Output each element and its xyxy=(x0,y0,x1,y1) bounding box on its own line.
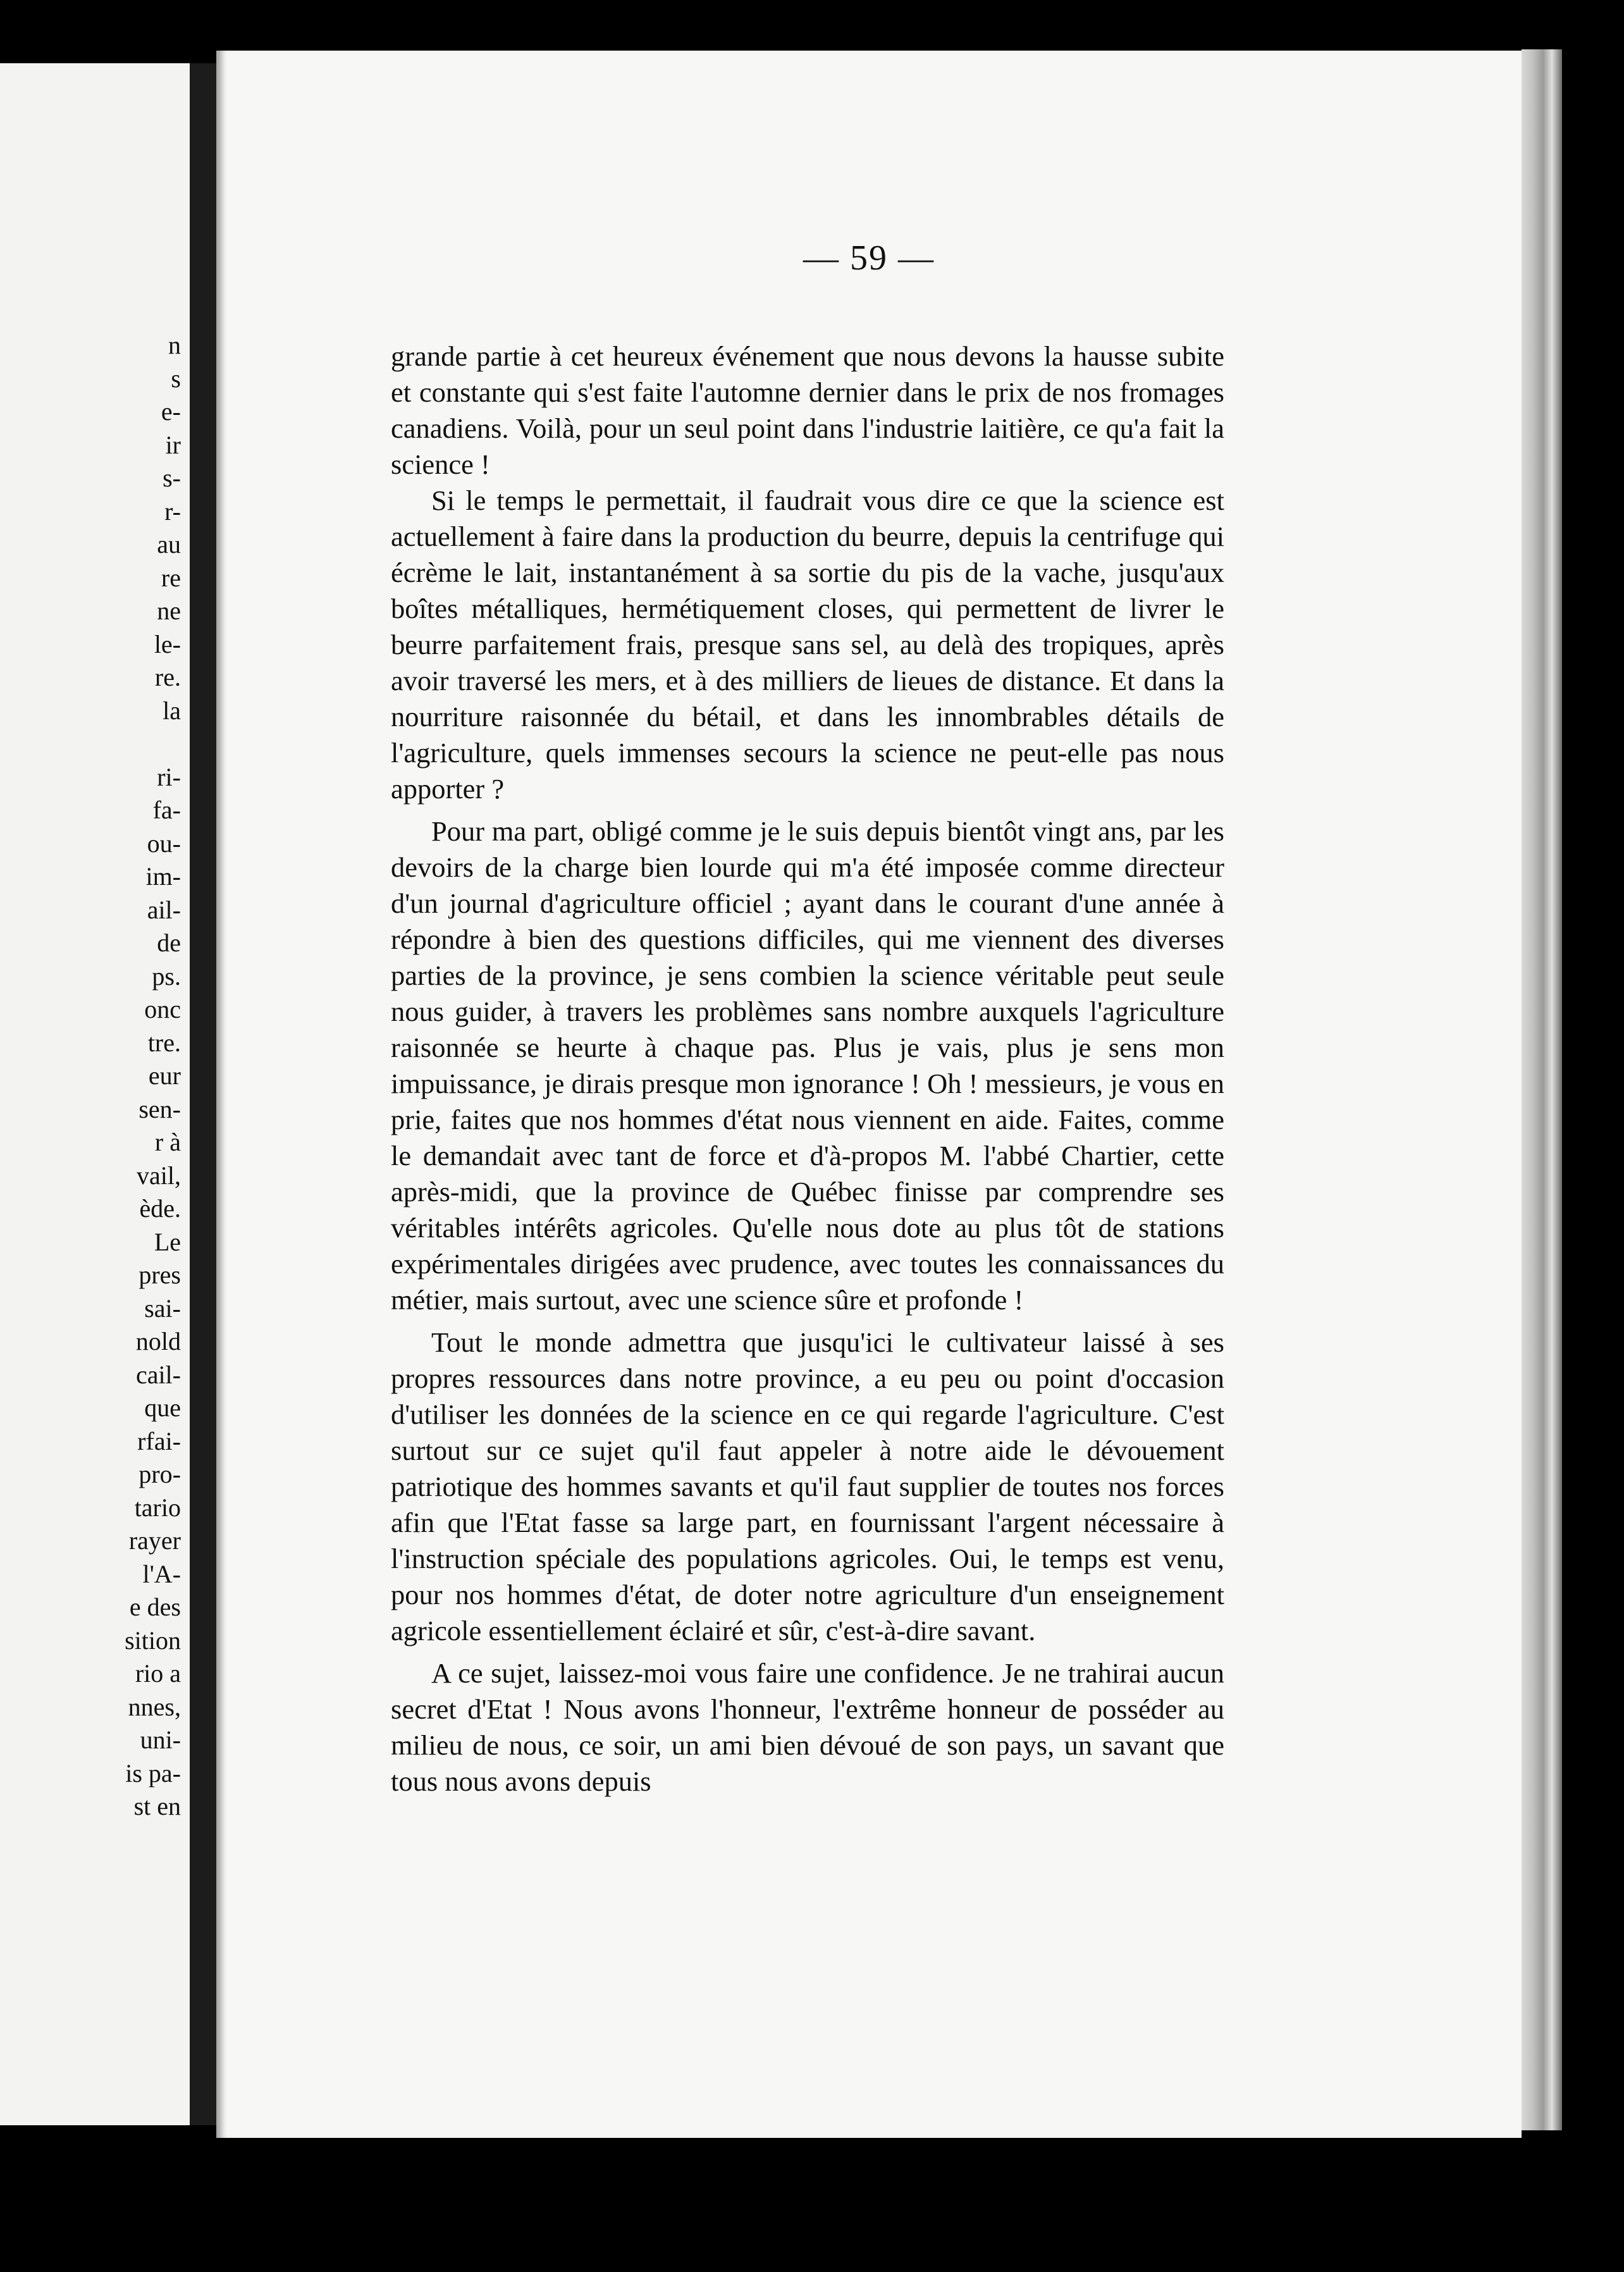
line-fragment: ir xyxy=(165,430,181,459)
paragraph-5: A ce sujet, laissez-moi vous faire une confidence. Je ne trahirai aucun secret d'Etat ! Nous avons l'honneur, l'extrême honneur de posséder au milieu de nous, ce soir, un ami bien dévoué de son pays, un savant que tous nous avons depuis xyxy=(391,1657,1224,1797)
page-stack-edge xyxy=(1522,49,1562,2130)
line-fragment: is pa- xyxy=(125,1758,181,1787)
page-number: — 59 — xyxy=(803,238,935,278)
line-fragment: ps. xyxy=(152,961,181,991)
line-fragment: eur xyxy=(148,1061,181,1090)
line-fragment: le- xyxy=(154,629,181,658)
line-fragment: cail- xyxy=(135,1360,181,1389)
line-fragment: sen- xyxy=(138,1094,181,1123)
line-fragment: sition xyxy=(125,1626,181,1655)
line-fragment: s xyxy=(171,364,181,393)
line-fragment: fa- xyxy=(152,796,181,824)
paragraph-2: Si le temps le permettait, il faudrait vous dire ce que la science est actuellement à faire dans la production du beurre, depuis la centrifuge qui écrème le lait, instantanément à sa sortie du pis de la vache, jusqu'aux boîtes métalliques, hermétiquement closes, qui permettent de livrer le beurre parfaitement frais, presque sans sel, au delà des tropiques, après avoir traversé les mers, et à des milliers de lieues de distance. Et dans la nourriture raisonnée du bétail, et dans les innombrables détails de l'agriculture, quels immenses secours la science ne peut-elle pas nous apporter ? xyxy=(391,485,1224,805)
book-gutter xyxy=(190,63,216,2125)
line-fragment: tario xyxy=(134,1493,181,1522)
line-fragment: tre. xyxy=(147,1028,181,1057)
line-fragment: nold xyxy=(135,1327,181,1355)
line-fragment: ri- xyxy=(157,762,181,791)
line-fragment: de xyxy=(157,929,181,957)
line-fragment: ou- xyxy=(147,829,181,858)
line-fragment: pro- xyxy=(138,1460,181,1488)
paragraph-3: Pour ma part, obligé comme je le suis depuis bientôt vingt ans, par les devoirs de la charge bien lourde qui m'a été imposée comme directeur d'un journal d'agriculture officiel ; ayant dans le courant d'une année à répondre à bien des questions difficiles, qui me viennent des diverses parties de la province, je sens combien la science véritable peut seule nous guider, à travers les problèmes sans nombre auxquels l'agriculture raisonnée se heurte à chaque pas. Plus je vais, plus je sens mon impuissance, je dirais presque mon ignorance ! Oh ! messieurs, je vous en prie, faites que nos hommes d'état nous viennent en aide. Faites, comme le demandait avec tant de force et d'à-propos M. l'abbé Chartier, cette après-midi, que la province de Québec finisse par comprendre ses véritables intérêts agricoles. Qu'elle nous dote au plus tôt de stations expérimentales dirigées avec prudence, avec toutes les connaissances du métier, mais surtout, avec une science sûre et profonde ! xyxy=(391,815,1224,1316)
line-fragment: s- xyxy=(163,464,181,492)
line-fragment: ail- xyxy=(147,895,181,924)
line-fragment: vail, xyxy=(137,1161,181,1190)
line-fragment: pres xyxy=(138,1261,181,1289)
line-fragment: Le xyxy=(154,1227,181,1256)
line-fragment xyxy=(0,727,181,761)
line-fragment: rio a xyxy=(135,1659,181,1688)
line-fragment: nnes, xyxy=(128,1692,181,1721)
line-fragment: onc xyxy=(144,995,181,1023)
line-fragment: ne xyxy=(157,596,181,625)
paragraph-4: Tout le monde admettra que jusqu'ici le cultivateur laissé à ses propres ressources dans notre province, a eu peu ou point d'occasion d'utiliser les données de la science en ce qui regarde l'agriculture. C'est surtout sur ce sujet qu'il faut appeler à notre aide le dévouement patriotique des hommes savants et qu'il faut supplier de toutes nos forces afin que l'Etat fasse sa large part, en fournissant l'argent nécessaire à l'instruction spéciale des populations agricoles. Oui, le temps est venu, pour nos hommes d'état, de doter notre agriculture d'un enseignement agricole essentiellement éclairé et sûr, c'est-à-dire savant. xyxy=(391,1326,1224,1646)
line-fragment: re xyxy=(161,563,181,592)
line-fragment: im- xyxy=(145,862,181,891)
line-fragment: e- xyxy=(161,397,181,426)
line-fragment: au xyxy=(157,530,181,559)
text-column xyxy=(391,338,1224,1800)
line-fragment: r- xyxy=(164,497,181,526)
line-fragment: rayer xyxy=(128,1526,181,1555)
line-fragment: st en xyxy=(133,1792,181,1820)
line-fragment: uni- xyxy=(140,1726,181,1754)
previous-page-line-endings xyxy=(0,329,181,1824)
line-fragment: rfai- xyxy=(137,1426,181,1455)
line-fragment: r à xyxy=(154,1128,181,1156)
line-fragment: l'A- xyxy=(142,1559,181,1588)
line-fragment: re. xyxy=(154,663,181,691)
line-fragment: ède. xyxy=(139,1194,181,1223)
line-fragment: n xyxy=(168,331,181,359)
book-page xyxy=(216,51,1522,2138)
line-fragment: la xyxy=(163,696,181,725)
previous-page-fragment xyxy=(0,63,190,2125)
line-fragment: que xyxy=(144,1393,181,1422)
paragraph-1: grande partie à cet heureux événement que nous devons la hausse subite et constante qui s'est faite l'automne dernier dans le prix de nos fromages canadiens. Voilà, pour un seul point dans l'industrie laitière, ce qu'a fait la science ! xyxy=(391,340,1224,480)
line-fragment: e des xyxy=(129,1593,181,1621)
line-fragment: sai- xyxy=(144,1293,181,1323)
